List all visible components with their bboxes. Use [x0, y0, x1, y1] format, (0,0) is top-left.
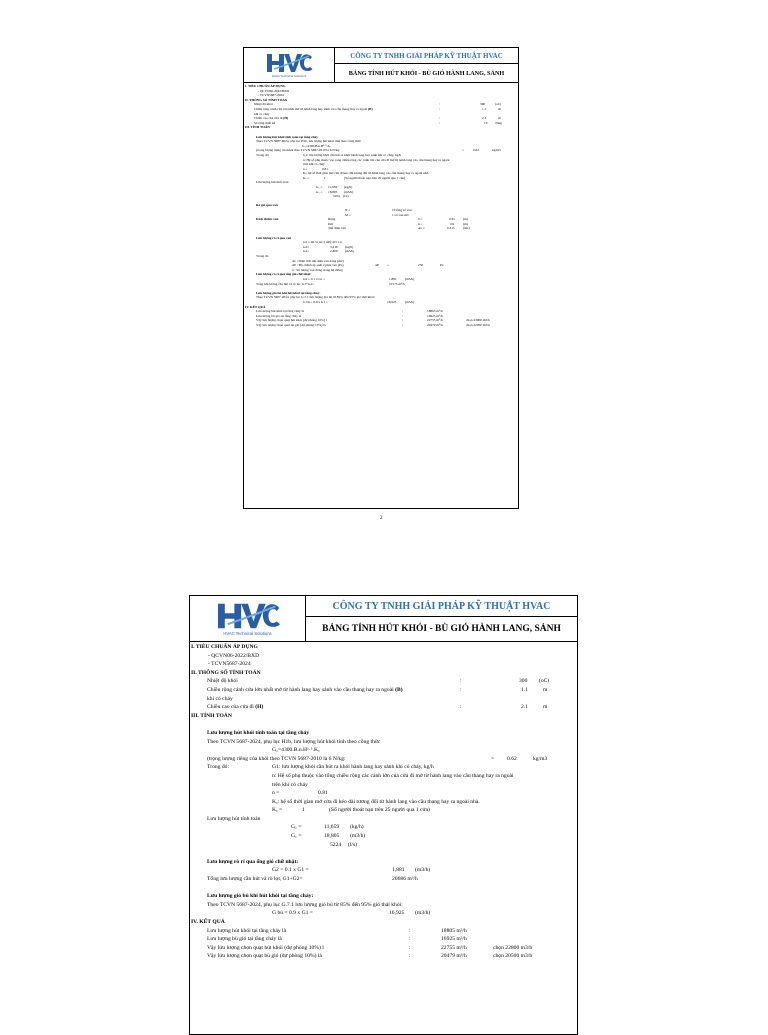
g1-value: 11,659 — [328, 185, 338, 190]
hvac-logo-icon — [212, 601, 284, 631]
param-value: 300 — [519, 678, 528, 685]
colon: : — [409, 944, 411, 951]
result-label: Vậy lưu lượng chọn quạt bù gió (dự phòng 10%) là — [207, 953, 322, 960]
colon: : — [460, 704, 462, 711]
section-title: III. TÍNH TOÁN — [191, 712, 232, 719]
valve-length-unit: (m) — [463, 221, 468, 226]
n-value: 0.81 — [322, 166, 328, 171]
density-label: (trọng lượng riêng của khói theo TCVN 5687-2010 là 6 N/kg: — [207, 755, 346, 762]
valve-area-value: 0.315 — [447, 226, 455, 231]
param-value: 1.1 — [521, 686, 528, 693]
param-label: Nhiệt độ khói — [207, 678, 238, 685]
makeup-reference: Theo TCVN 5687-2024, phụ lục G.7.1 lưu lượng gió bù từ 85% đến 95% gió thải khói: — [207, 901, 403, 908]
kd-note: (Số người thoát nạn trên 25 người qua 1 cửa) — [329, 807, 430, 814]
param-label: khi có cháy — [207, 695, 233, 702]
standard-item: - TCVN5687-2024 — [208, 661, 251, 668]
density-label: (trọng lượng riêng của khói theo TCVN 5687-2010 là 6 N/kg: — [256, 148, 340, 153]
g1-value: 5224 — [330, 841, 342, 848]
density-value: 0.62 — [473, 148, 479, 153]
document-title: BẢNG TÍNH HÚT KHÓI - BÙ GIÓ HÀNH LANG, SẢNH — [322, 624, 561, 634]
company-name: CÔNG TY TNHH GIẢI PHÁP KỸ THUẬT HVAC — [306, 596, 577, 617]
n-description: n: Hệ số phụ thuộc vào tổng chiều rộng các cánh lớn của cửa đi mở từ hành lang vào cầu thang hay ra ngoài — [303, 157, 450, 162]
document-title: BẢNG TÍNH HÚT KHÓI - BÙ GIÓ HÀNH LANG, SẢNH — [348, 69, 505, 77]
valve-n-label: N = — [345, 208, 351, 213]
logo-subtitle: HVAC Technical Solutions — [223, 631, 272, 636]
makeup-reference: Theo TCVN 5687-2024, phụ lục G.7.1 lưu lượng gió bù từ 85% đến 95% gió thải khói: — [256, 295, 375, 300]
valve-size-label: Kích thước van — [256, 217, 279, 222]
valve-width-label: Rộng — [328, 217, 336, 222]
section-title: I. TIÊU CHUẨN ÁP DỤNG — [245, 84, 286, 88]
kd-label: Kₐ = — [303, 175, 310, 180]
valve-area-unit: (m2) — [463, 226, 470, 231]
g1-value: 18,805 — [324, 833, 340, 840]
density-unit: kg/m3 — [533, 755, 548, 762]
result-choice: chọn 22950 m3/h — [466, 322, 490, 327]
valve-area-label: Tiết diện van — [328, 226, 346, 231]
page-body — [190, 642, 577, 961]
param-label: khi có cháy — [254, 111, 270, 116]
param-unit: m — [543, 704, 548, 711]
colon: : — [409, 936, 411, 943]
flow-label: Lưu lượng hút tính toán — [256, 180, 289, 185]
colon: : — [439, 116, 440, 121]
subsection-title: Lưu lượng hút khói tính toán tại tầng cháy — [207, 729, 310, 736]
makeup-formula: G bù = 0.9 x G1 = — [272, 910, 313, 917]
param-label: Nhiệt độ khói — [254, 102, 273, 107]
makeup-unit: (m3/h) — [405, 299, 415, 304]
subsection-title: Lưu lượng rò rỉ qua ống gió chữ nhật: — [207, 858, 299, 865]
g1-label: G₁ = — [291, 833, 302, 840]
valve-area-sym: Av = — [418, 226, 425, 231]
colon: : — [402, 309, 403, 314]
colon: : — [402, 322, 403, 327]
g1-unit: (kg/h) — [344, 185, 353, 190]
section-title: III. TÍNH TOÁN — [245, 125, 270, 130]
g1-value: 5224 — [333, 194, 340, 199]
reference-text: Theo TCVN 5687-2024, phụ lục H1b, lưu lượng hút khói tính theo công thức — [256, 139, 362, 144]
result-label: Lưu lượng bù gió tại tầng cháy là — [207, 936, 282, 943]
result-label: Lưu lượng bù gió tại tầng cháy là — [256, 313, 302, 318]
param-label: Chiều cao của cửa đi (H) — [254, 116, 289, 121]
result-value: 18805 m³/h — [441, 927, 467, 934]
result-choice: chọn 22800 m3/h — [493, 944, 533, 951]
n-label: n = — [303, 166, 308, 171]
total-label: Tổng lưu lượng cần hút và rò lọt, G1+G2= — [256, 281, 314, 286]
valve-length-sym: h = — [418, 221, 423, 226]
result-value: 16925 m³/h — [441, 936, 467, 943]
g1-value: 18,805 — [328, 189, 338, 194]
document-page-1 — [243, 47, 519, 509]
result-label: Lưu lượng hút khói tại tầng cháy là — [207, 927, 287, 934]
g1-unit: (l/s) — [348, 841, 358, 848]
logo-subtitle: HVAC Technical Solutions — [271, 74, 307, 78]
valve-n-value: 10 tầng số van — [392, 208, 412, 213]
subsection-title: Lưu lượng gió bù khi hút khói tại tầng cháy: — [207, 893, 314, 900]
standard-item: - QCVN06-2022/BXD — [258, 88, 289, 93]
duct-formula: G2 = 0.1 x G1 = — [272, 867, 309, 874]
result-value: 20479 m³/h — [441, 953, 467, 960]
where-label: Trong đó: — [256, 152, 270, 157]
param-label: Số tầng thiết kế — [254, 120, 276, 125]
colon: : — [402, 318, 403, 323]
result-label: Vậy lưu lượng chọn quạt hút khói (dự phòng 10%) l — [256, 318, 327, 323]
section-title: II. THÔNG SỐ TÍNH TOÁN — [191, 669, 261, 676]
g1-unit: (l/s) — [343, 194, 349, 199]
duct-formula: G2 = 0.1 x G1 = — [303, 276, 326, 281]
duct-unit: (m3/h) — [405, 276, 415, 281]
leak-g2-unit: (kg/h) — [345, 244, 354, 249]
leak-g2-label: G2= — [303, 244, 310, 249]
dp-value: 250 — [418, 263, 424, 268]
standard-item: - TCVN5687-2024 — [258, 93, 284, 98]
hvac-logo-icon — [264, 52, 314, 74]
param-label: Chiều rộng cánh cửa lớn nhất mở từ hành lang hay sảnh vào cầu thang hay ra ngoài (B) — [207, 686, 403, 693]
valve-length-label: Dài — [328, 221, 333, 226]
n-description: n: Hệ số phụ thuộc vào tổng chiều rộng các cánh lớn của cửa đi mở từ hành lang vào cầu thang hay ra ngoài — [272, 772, 514, 779]
valve-length-value: 0.9 — [450, 221, 455, 226]
formula: G₁=4300.B.n.H¹·⁵.Kₐ — [272, 747, 320, 754]
document-page-2 — [189, 595, 578, 1035]
leak-formula: G2 = 40.3 (Av x ΔP)^0.5 x n — [303, 240, 343, 245]
section-title: I. TIÊU CHUẨN ÁP DỤNG — [191, 644, 258, 650]
kd-note: (Số người thoát nạn trên 25 người qua 1 cửa) — [344, 175, 406, 180]
result-value: 22755 m³/h — [441, 944, 467, 951]
result-value: 20479 m³/h — [427, 322, 443, 327]
subsection-title: Lưu lượng hút khói tính toán tại tầng cháy — [256, 134, 318, 139]
valve-m-value: 1 số van mở — [392, 212, 409, 217]
kd-value: 1 — [302, 807, 305, 814]
param-unit: (oC) — [539, 678, 550, 685]
page-header — [190, 596, 577, 642]
where-label: Trong đó: — [207, 764, 230, 771]
kd-label: Kₐ = — [272, 807, 283, 814]
section-title: IV. KẾT QUẢ — [245, 304, 266, 309]
company-logo — [190, 596, 306, 641]
result-label: Vậy lưu lượng chọn quạt hút khói (dự phòng 10%) l — [207, 944, 324, 951]
flow-label: Lưu lượng hút tính toán — [207, 815, 261, 822]
kd-description: Kₐ: hệ số thời gian mở cửa đi kéo dài tương đối từ hành lang vào cầu thang hay ra ngoài nhà. — [272, 798, 480, 805]
colon: : — [439, 102, 440, 107]
dp-symbol: ΔP — [375, 263, 380, 268]
valve-width-sym: b = — [418, 217, 423, 222]
reference-text: Theo TCVN 5687-2024, phụ lục H1b, lưu lượng hút khói tính theo công thức — [207, 738, 381, 745]
result-label: Lưu lượng hút khói tại tầng cháy là — [256, 309, 304, 314]
result-choice: chọn 20500 m3/h — [493, 953, 533, 960]
colon: : — [439, 106, 440, 111]
g1-label: G₁ = — [316, 189, 323, 194]
param-unit: m — [498, 106, 501, 111]
colon: : — [409, 953, 411, 960]
makeup-value: 16,925 — [387, 299, 397, 304]
makeup-formula: G bù = 0.9 x G1 = — [303, 299, 328, 304]
param-label: Chiều rộng cánh cửa lớn nhất mở từ hành lang hay sảnh vào cầu thang hay ra ngoài (B) — [254, 106, 373, 111]
result-value: 16925 m³/h — [427, 313, 443, 318]
leak-g2-label: G2= — [303, 249, 310, 254]
param-value: 1.1 — [482, 106, 487, 111]
duct-unit: (m3/h) — [415, 867, 431, 874]
subsection-title: Rò gió qua van — [256, 203, 278, 208]
n-description: trên khi có cháy — [303, 162, 325, 167]
colon: : — [439, 120, 440, 125]
total-value: 21575 m³/h — [389, 281, 405, 286]
g1-description: G1: lưu lượng khói cần hút ra khỏi hành lang hay sảnh khi có cháy, kg/h — [272, 764, 434, 771]
av-description: Av : Diện tích tiết diện van đóng (m2) — [292, 258, 344, 263]
valve-width-unit: (m) — [463, 217, 468, 222]
dp-unit: Pa — [440, 263, 444, 268]
page-header — [244, 48, 518, 83]
param-unit: m — [498, 116, 501, 121]
param-value: 10 — [484, 120, 488, 125]
param-unit: (oC) — [495, 102, 502, 107]
g1-unit: (m3/h) — [350, 833, 366, 840]
total-value: 20686 m³/h — [392, 876, 418, 883]
subsection-title: Lưu lượng rò rỉ qua van — [256, 235, 292, 240]
equals-sign: = — [462, 148, 464, 153]
n-valve-description: n : Số lượng van đóng trong hệ thống — [292, 267, 343, 272]
n-value: 0.81 — [318, 790, 328, 797]
g1-unit: (kg/h) — [350, 824, 364, 831]
duct-value: 1,881 — [392, 867, 405, 874]
result-value: 22755 m³/h — [427, 318, 443, 323]
page-body — [244, 83, 518, 327]
equals-sign: = — [387, 263, 389, 268]
param-value: 2.1 — [482, 116, 487, 121]
density-unit: kg/m3 — [492, 148, 501, 153]
param-unit: m — [543, 686, 548, 693]
equals-sign: = — [491, 755, 495, 762]
valve-m-label: M = — [345, 212, 351, 217]
leak-g2-value: 3,219 — [330, 244, 338, 249]
density-value: 0.62 — [507, 755, 517, 762]
subsection-title: Lưu lượng rò rỉ qua ống gió chữ nhật: — [256, 272, 312, 277]
g1-value: 11,659 — [324, 824, 340, 831]
param-value: 2.1 — [521, 704, 528, 711]
result-choice: chọn 23000 m3/h — [466, 318, 490, 323]
makeup-unit: (m3/h) — [415, 910, 431, 917]
g1-unit: (m3/h) — [344, 189, 354, 194]
param-value: 300 — [480, 102, 486, 107]
section-title: IV. KẾT QUẢ — [191, 919, 225, 925]
formula: G₁=4300.B.n.H¹·⁵.Kₐ — [302, 143, 331, 148]
duct-value: 1,881 — [389, 276, 397, 281]
where-label: Trong đó — [256, 253, 269, 258]
colon: : — [460, 678, 462, 685]
dp-description: ΔP : Độ chênh áp suất 2 phía van (Pa) — [292, 263, 344, 268]
subsection-title: Lưu lượng gió bù khi hút khói tại tầng cháy: — [256, 290, 321, 295]
standard-item: - QCVN06-2022/BXD — [208, 652, 260, 659]
page-number: 2 — [380, 516, 383, 521]
makeup-value: 16,925 — [389, 910, 405, 917]
valve-width-value: 0.35 — [449, 217, 455, 222]
g1-description: G1: lưu lượng khói cần hút ra khỏi hành lang hay sảnh khi có cháy, kg/h — [303, 152, 402, 157]
leak-g2-value: 2,409 — [330, 249, 338, 254]
colon: : — [409, 927, 411, 934]
company-logo — [244, 48, 335, 82]
leak-g2-unit: (m3/h) — [345, 249, 355, 254]
result-label: Vậy lưu lượng chọn quạt bù gió (dự phòng 10%) là — [256, 322, 326, 327]
colon: : — [460, 686, 462, 693]
param-unit: Tầng — [495, 120, 502, 125]
n-label: n = — [272, 790, 280, 797]
g1-label: G₁ = — [316, 185, 323, 190]
kd-value: 1 — [324, 175, 326, 180]
section-title: II. THÔNG SỐ TÍNH TOÁN — [245, 97, 288, 102]
company-name: CÔNG TY TNHH GIẢI PHÁP KỸ THUẬT HVAC — [335, 48, 518, 64]
param-label: Chiều cao của cửa đi (H) — [207, 704, 264, 711]
g1-label: G₁ = — [291, 824, 302, 831]
n-description: trên khi có cháy — [272, 781, 308, 788]
total-label: Tổng lưu lượng cần hút và rò lọt, G1+G2= — [207, 876, 303, 883]
result-value: 18805 m³/h — [427, 309, 443, 314]
kd-description: Kₐ: hệ số thời gian mở cửa đi kéo dài tương đối từ hành lang vào cầu thang hay ra ngoài nhà. — [303, 171, 429, 176]
colon: : — [402, 313, 403, 318]
